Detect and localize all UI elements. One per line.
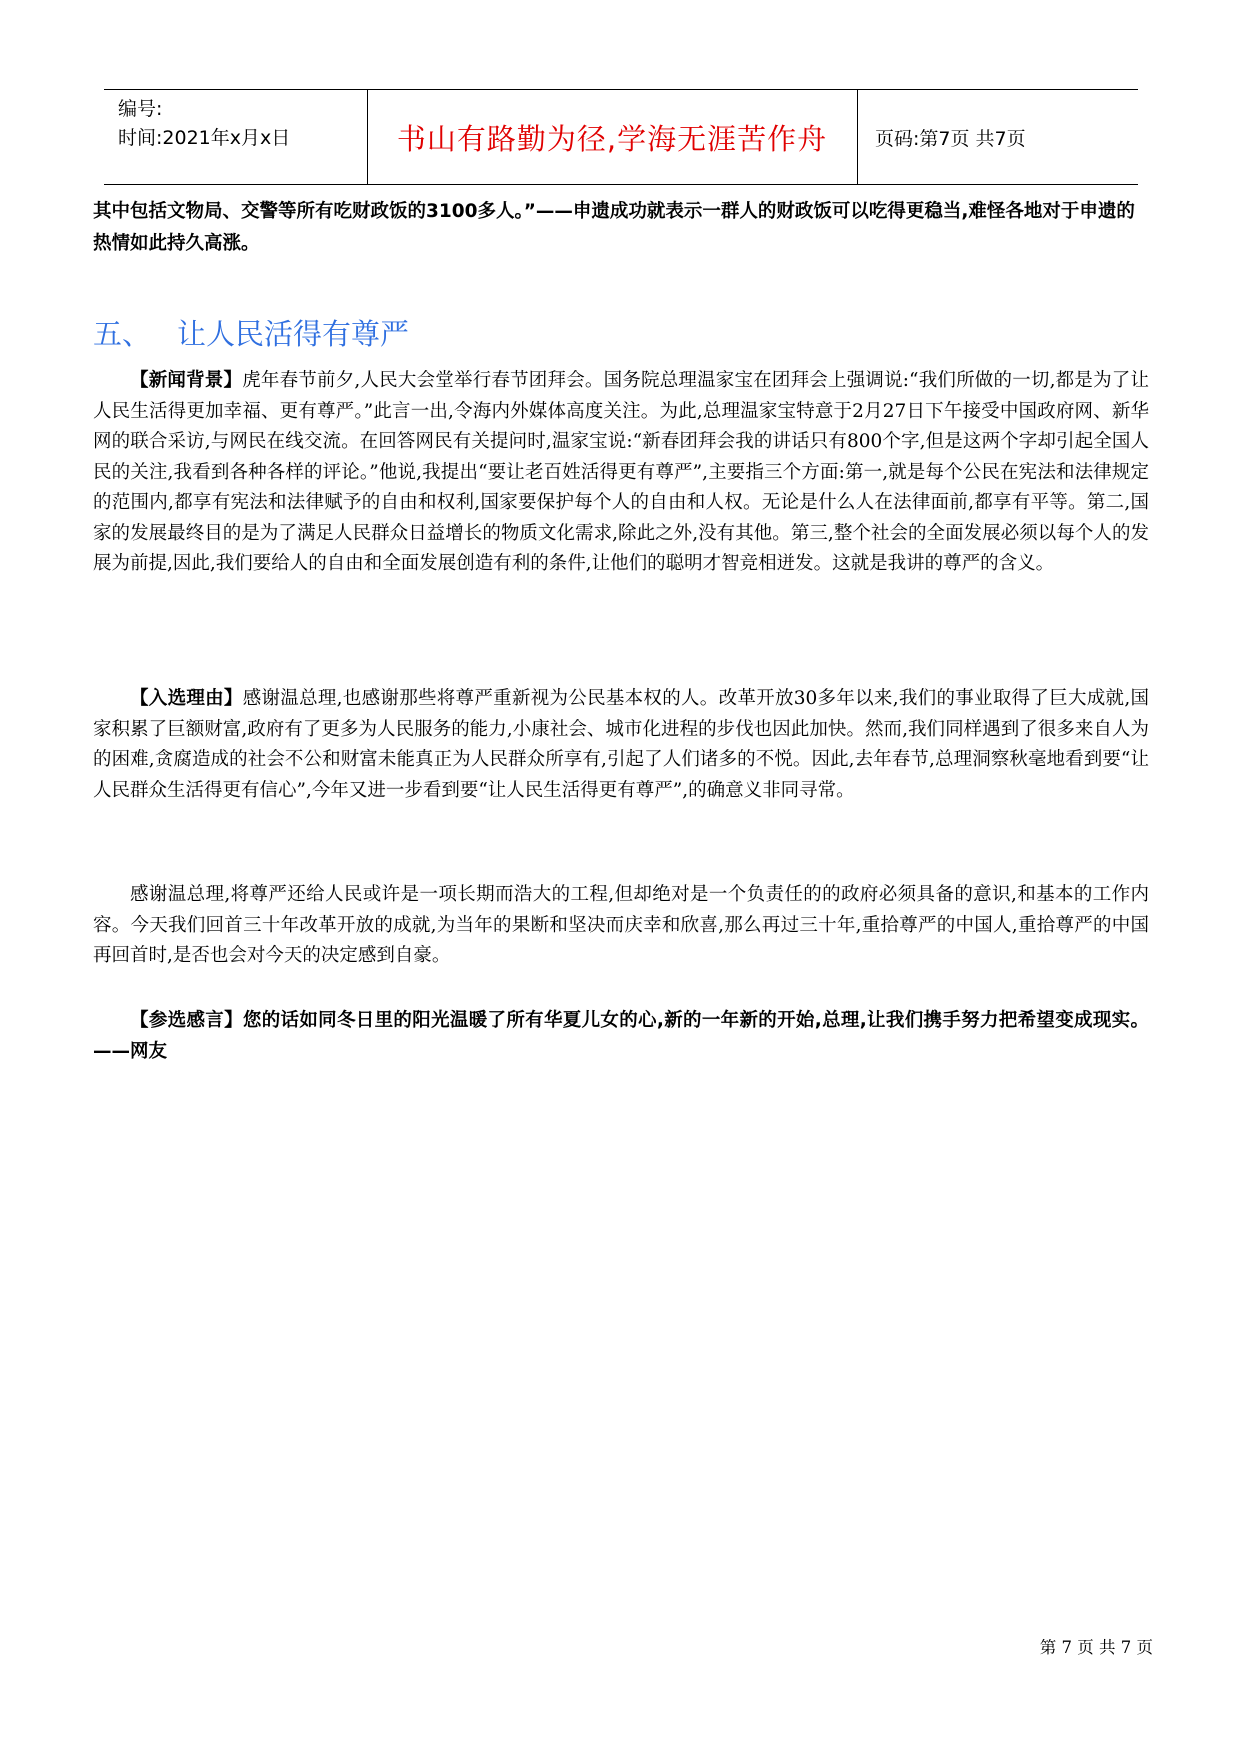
- reason-text: 感谢温总理,也感谢那些将尊严重新视为公民基本权的人。改革开放30多年以来,我们的事业取得了巨大成就,国家积累了巨额财富,政府有了更多为人民服务的能力,小康社会、城市化进程的步伐也因此加快。然而,我们同样遇到了很多来自人为的困难,贪腐造成的社会不公和财富未能真正为人民群众所享有,引起了人们诸多的不悦。因此,去年春节,总理洞察秋毫地看到要“让人民群众生活得更有信心”,今年又进一步看到要“让人民生活得更有尊严”,的确意义非同寻常。: [93, 688, 1149, 801]
- page-footer: 第 7 页 共 7 页: [1039, 1638, 1153, 1657]
- reason-paragraph: [93, 684, 1149, 806]
- header-page-label: 页码:第7页 共7页: [875, 127, 1026, 150]
- section-heading: [93, 312, 409, 353]
- header-meta: [118, 95, 290, 153]
- time-label: 时间:2021年x月x日: [118, 127, 291, 149]
- section-number: 五、: [93, 317, 152, 351]
- thanks-paragraph: 感谢温总理,将尊严还给人民或许是一项长期而浩大的工程,但却绝对是一个负责任的的政府必须具备的意识,和基本的工作内容。今天我们回首三十年改革开放的成就,为当年的果断和坚决而庆幸和欣喜,那么再过三十年,重拾尊严的中国人,重拾尊严的中国再回首时,是否也会对今天的决定感到自豪。: [93, 884, 1149, 966]
- header-slogan: 书山有路勤为径,学海无涯苦作舟: [396, 121, 828, 156]
- intro-paragraph: 其中包括文物局、交警等所有吃财政饭的3100多人。”——申遗成功就表示一群人的财政饭可以吃得更稳当,难怪各地对于申遗的热情如此持久高涨。: [93, 201, 1135, 254]
- news-background-paragraph: [93, 366, 1149, 580]
- news-tag: 【新闻背景】: [130, 370, 243, 391]
- news-text: 虎年春节前夕,人民大会堂举行春节团拜会。国务院总理温家宝在团拜会上强调说:“我们所做的一切,都是为了让人民生活得更加幸福、更有尊严。”此言一出,令海内外媒体高度关注。为此,总理温家宝特意于2月27日下午接受中国政府网、新华网的联合采访,与网民在线交流。在回答网民有关提问时,温家宝说:“新春团拜会我的讲话只有800个字,但是这两个字却引起全国人民的关注,我看到各种各样的评论。”他说,我提出“要让老百姓活得更有尊严”,主要指三个方面:第一,就是每个公民在宪法和法律规定的范围内,都享有宪法和法律赋予的自由和权利,国家要保护每个人的自由和人权。无论是什么人在法律面前,都享有平等。第二,国家的发展最终目的是为了满足人民群众日益增长的物质文化需求,除此之外,没有其他。第三,整个社会的全面发展必须以每个人的发展为前提,因此,我们要给人的自由和全面发展创造有利的条件,让他们的聪明才智竞相迸发。这就是我讲的尊严的含义。: [93, 370, 1149, 574]
- header-table: [104, 89, 1138, 185]
- comment-paragraph: [93, 1006, 1149, 1067]
- comment-text: 您的话如同冬日里的阳光温暖了所有华夏儿女的心,新的一年新的开始,总理,让我们携手努力把希望变成现实。——网友: [93, 1010, 1149, 1062]
- comment-tag: 【参选感言】: [130, 1010, 243, 1031]
- reason-tag: 【入选理由】: [130, 688, 243, 709]
- number-label: 编号:: [118, 98, 163, 120]
- section-title: 让人民活得有尊严: [177, 317, 410, 351]
- header-divider: [857, 90, 858, 184]
